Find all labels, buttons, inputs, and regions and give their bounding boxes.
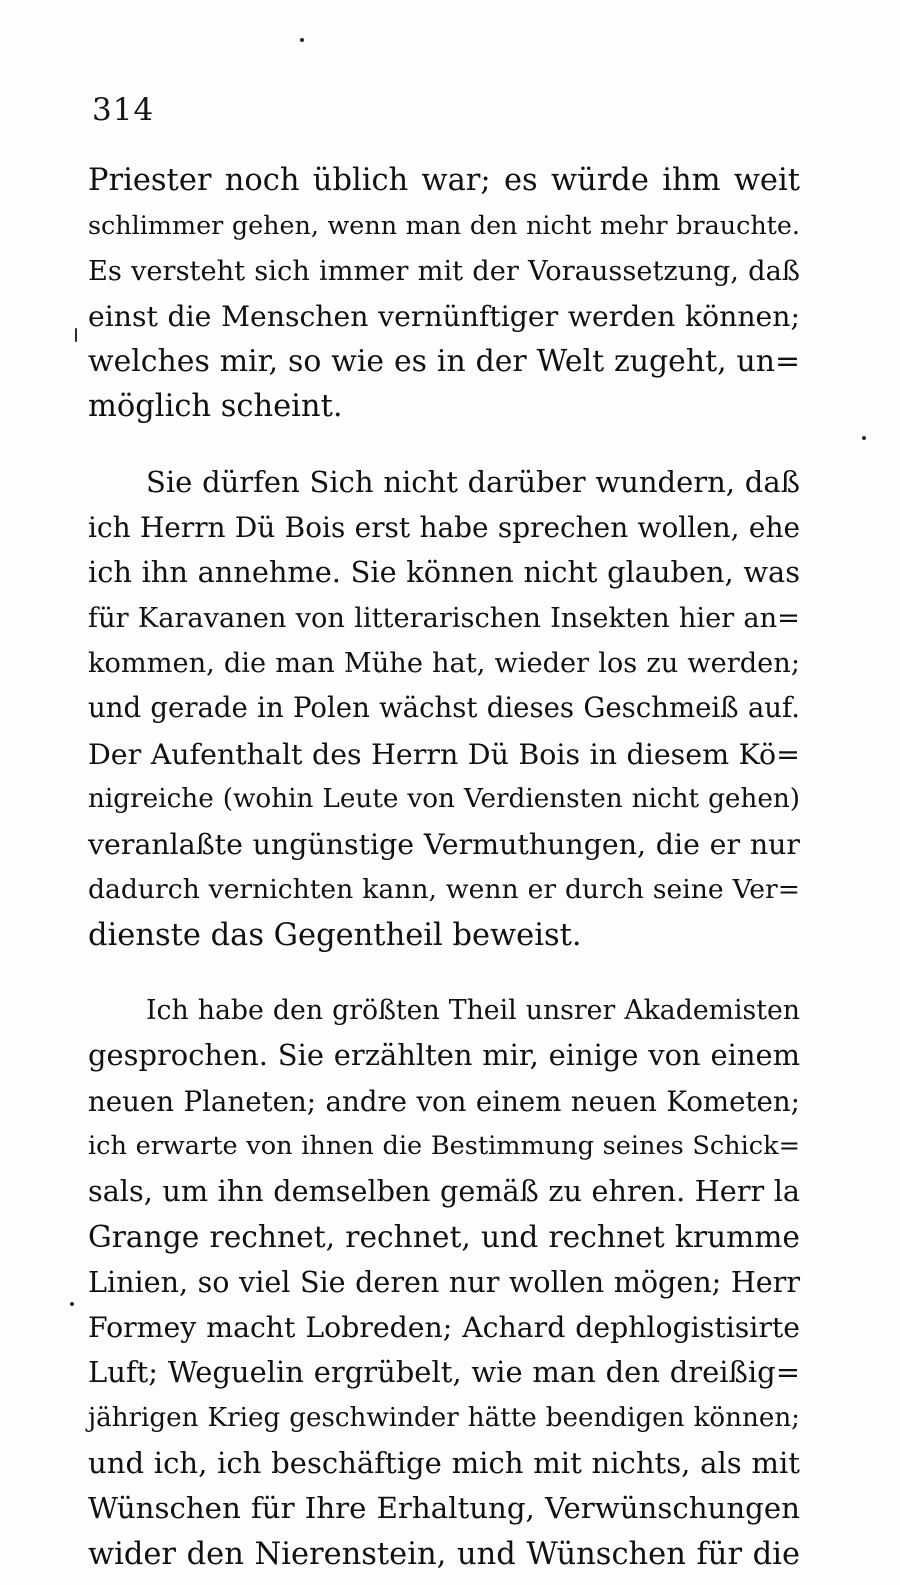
text-line: sals, um ihn demselben gemäß zu ehren. Herr la [88,1174,800,1209]
text-line: ich ihn annehme. Sie können nicht glauben, was [88,555,800,590]
text-line: möglich scheint. [88,389,343,425]
text-line: welches mir, so wie es in der Welt zugeht, un= [88,344,800,380]
paper-speck [75,328,77,342]
paper-speck [70,1302,74,1306]
text-line: schlimmer gehen, wenn man den nicht mehr brauchte. [88,210,800,241]
text-line: Es versteht sich immer mit der Voraussetzung, daß [88,255,800,287]
text-line: nigreiche (wohin Leute von Verdiensten nicht gehen) [88,783,800,814]
text-line: einst die Menschen vernünftiger werden können; [88,299,800,333]
text-line: Linien, so viel Sie deren nur wollen mögen; Herr [88,1264,800,1299]
text-line: Der Aufenthalt des Herrn Dü Bois in diesem Kö= [88,737,800,771]
text-line: wider den Nierenstein, und Wünschen für die [88,1536,800,1572]
text-line: Sie dürfen Sich nicht darüber wundern, daß [146,464,800,499]
text-line: neuen Planeten; andre von einem neuen Kometen; [88,1084,800,1118]
text-line: Luft; Weguelin ergrübelt, wie man den dreißig= [88,1355,800,1390]
text-line: und ich, ich beschäftige mich mit nichts, als mit [88,1446,800,1481]
text-line: ich erwarte von ihnen die Bestimmung seines Schick= [88,1130,800,1161]
text-line: Formey macht Lobreden; Achard dephlogistisirte [88,1311,800,1345]
page-number: 314 [92,92,155,128]
text-line: Priester noch üblich war; es würde ihm weit [88,163,800,198]
text-line: dienste das Gegentheil beweist. [88,917,582,953]
paragraph-2 [88,460,800,958]
text-line: für Karavanen von litterarischen Insekten hier an= [88,602,800,634]
text-line: jährigen Krieg geschwinder hätte beendigen können; [88,1402,800,1433]
text-line: ich Herrn Dü Bois erst habe sprechen wollen, ehe [88,511,800,545]
text-line: veranlaßte ungünstige Vermuthungen, die er nur [88,828,800,862]
text-line: Grange rechnet, rechnet, und rechnet krumme [88,1219,800,1255]
text-line: kommen, die man Mühe hat, wieder los zu werden; [88,647,800,679]
text-line: Ich habe den größten Theil unsrer Akademisten [146,995,800,1027]
paragraph-1 [88,158,800,430]
paper-speck [300,38,304,42]
paragraph-3 [88,988,800,1577]
body-text [88,158,800,1577]
text-line: und gerade in Polen wächst dieses Geschmeiß auf. [88,692,800,725]
text-line: Wünschen für Ihre Erhaltung, Verwünschungen [88,1491,800,1526]
text-line: gesprochen. Sie erzählten mir, einige von einem [88,1038,800,1073]
text-line: dadurch vernichten kann, wenn er durch seine Ver= [88,874,800,906]
paper-speck [862,436,866,440]
